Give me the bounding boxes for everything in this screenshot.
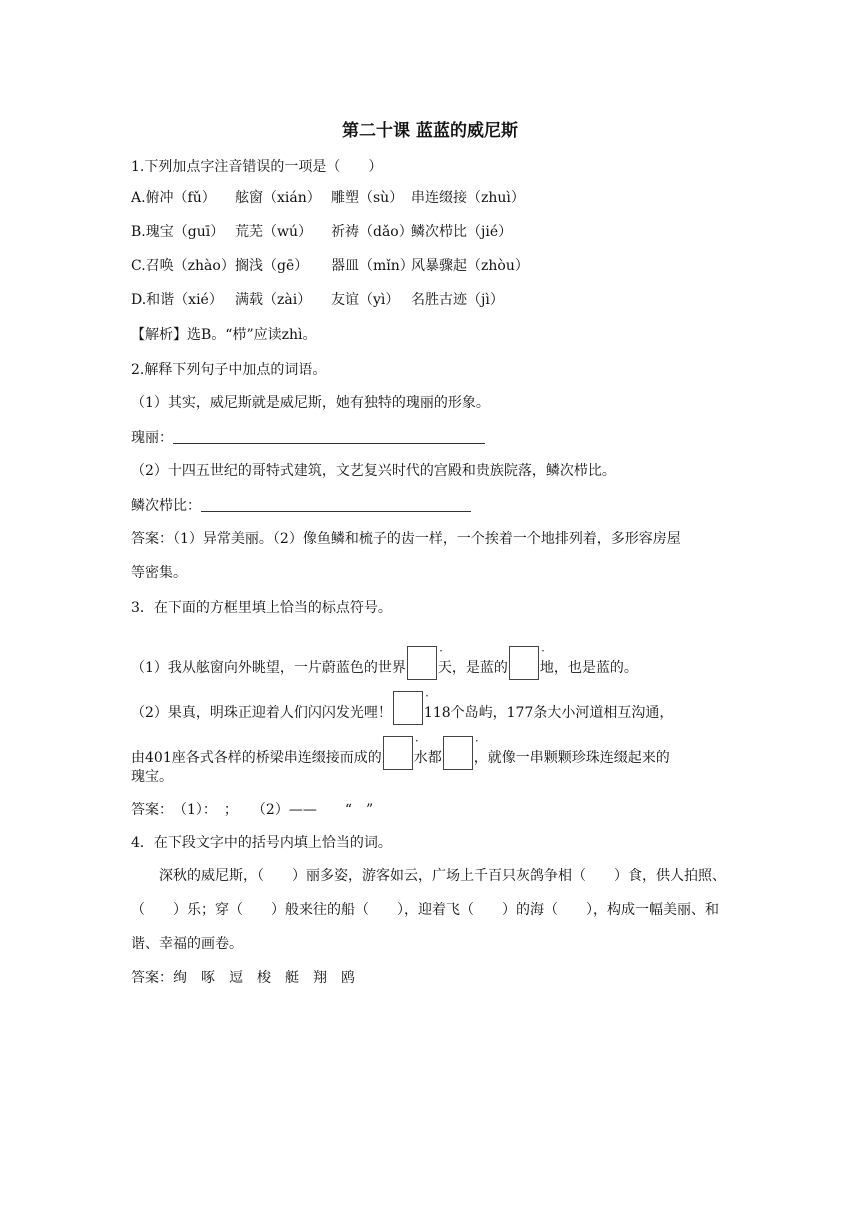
q1-question: 1.下列加点字注音错误的一项是（ ） <box>131 159 383 175</box>
q3-sentence-4: 瑰宝。 <box>131 769 173 785</box>
q2-term-1 <box>131 428 485 448</box>
q4-paragraph: 深秋的威尼斯，（ ）丽多姿，游客如云，广场上千百只灰鸽争相（ ）食，供人拍照、（ ）乐；穿（ ）般来往的船（ ），迎着飞（ ）的海（ ），构成一幅美丽、和谐、幸福的画卷。 <box>131 868 726 952</box>
option-d-2: 满载（zài） <box>235 292 312 308</box>
punctuation-box-4[interactable] <box>383 736 413 770</box>
option-a-1: A.俯冲（fǔ） <box>131 190 216 206</box>
q1-analysis: 【解析】选B。“栉”应读zhì。 <box>131 327 317 343</box>
q3-s3-part-b: 水都 <box>413 750 442 766</box>
punctuation-box-2[interactable] <box>509 646 539 680</box>
option-b-1: B.瑰宝（guī） <box>131 224 225 240</box>
option-d-3: 友谊（yì） <box>331 292 400 308</box>
q2-sentence-2: （2）十四五世纪的哥特式建筑，文艺复兴时代的宫殿和贵族院落，鳞次栉比。 <box>131 463 616 479</box>
answer-blank-1[interactable] <box>173 429 485 444</box>
option-a-3: 雕塑（sù） <box>331 190 404 206</box>
answer-blank-2[interactable] <box>201 497 471 512</box>
q3-sentence-3 <box>131 736 670 770</box>
q3-s1-part-b: 天，是蓝的 <box>437 660 508 676</box>
term-1-label: 瑰丽： <box>131 430 173 446</box>
q2-answer-line-1: 答案：（1）异常美丽。（2）像鱼鳞和梳子的齿一样，一个挨着一个地排列着，多形容房屋 <box>131 531 681 547</box>
lesson-title: 第二十课 蓝蓝的威尼斯 <box>342 121 518 141</box>
option-c-2: 搁浅（gē） <box>235 258 309 274</box>
option-c-1: C.召唤（zhào） <box>131 258 235 274</box>
q3-question: 3．在下面的方框里填上恰当的标点符号。 <box>131 600 392 616</box>
q2-term-2 <box>131 496 471 516</box>
q2-sentence-1: （1）其实，威尼斯就是威尼斯，她有独特的瑰丽的形象。 <box>131 395 490 411</box>
q1-option-b <box>131 222 512 242</box>
option-a-2: 舷窗（xián） <box>235 190 321 206</box>
q3-s1-part-a: （1）我从舷窗向外眺望，一片蔚蓝色的世界 <box>131 660 406 676</box>
q3-s3-part-c: ，就像一串颗颗珍珠连缀起来的 <box>473 750 670 766</box>
q4-question: 4．在下段文字中的括号内填上恰当的词。 <box>131 835 392 851</box>
option-c-4: 风暴骤起（zhòu） <box>411 258 529 274</box>
q3-answer: 答案： （1）： ； （2）—— “ ” <box>131 802 374 818</box>
q3-sentence-2 <box>131 691 673 725</box>
q2-answer-line-2: 等密集。 <box>131 565 187 581</box>
q4-answer: 答案：绚 啄 逗 梭 艇 翔 鸥 <box>131 970 355 986</box>
option-b-3: 祈祷（dǎo） <box>331 224 413 240</box>
punctuation-box-1[interactable] <box>407 646 437 680</box>
punctuation-box-3[interactable] <box>393 691 423 725</box>
option-a-4: 串连缀接（zhuì） <box>411 190 525 206</box>
q3-s2-part-b: 118个岛屿，177条大小河道相互沟通， <box>423 705 674 721</box>
q3-s1-part-c: 地，也是蓝的。 <box>539 660 638 676</box>
option-c-3: 器皿（mǐn） <box>331 258 414 274</box>
q3-sentence-1 <box>131 646 638 680</box>
q3-s3-part-a: 由401座各式各样的桥梁串连缀接而成的 <box>131 750 382 766</box>
punctuation-box-5[interactable] <box>443 736 473 770</box>
option-b-2: 荒芜（wú） <box>235 224 312 240</box>
option-d-4: 名胜古迹（jì） <box>411 292 504 308</box>
option-d-1: D.和谐（xié） <box>131 292 223 308</box>
q1-option-d <box>131 290 504 310</box>
q2-question: 2.解释下列句子中加点的词语。 <box>131 362 327 378</box>
q3-s2-part-a: （2）果真，明珠正迎着人们闪闪发光哩！ <box>131 705 392 721</box>
term-2-label: 鳞次栉比： <box>131 498 201 514</box>
q1-option-a <box>131 188 525 208</box>
option-b-4: 鳞次栉比（jié） <box>411 224 513 240</box>
q1-option-c <box>131 256 529 276</box>
